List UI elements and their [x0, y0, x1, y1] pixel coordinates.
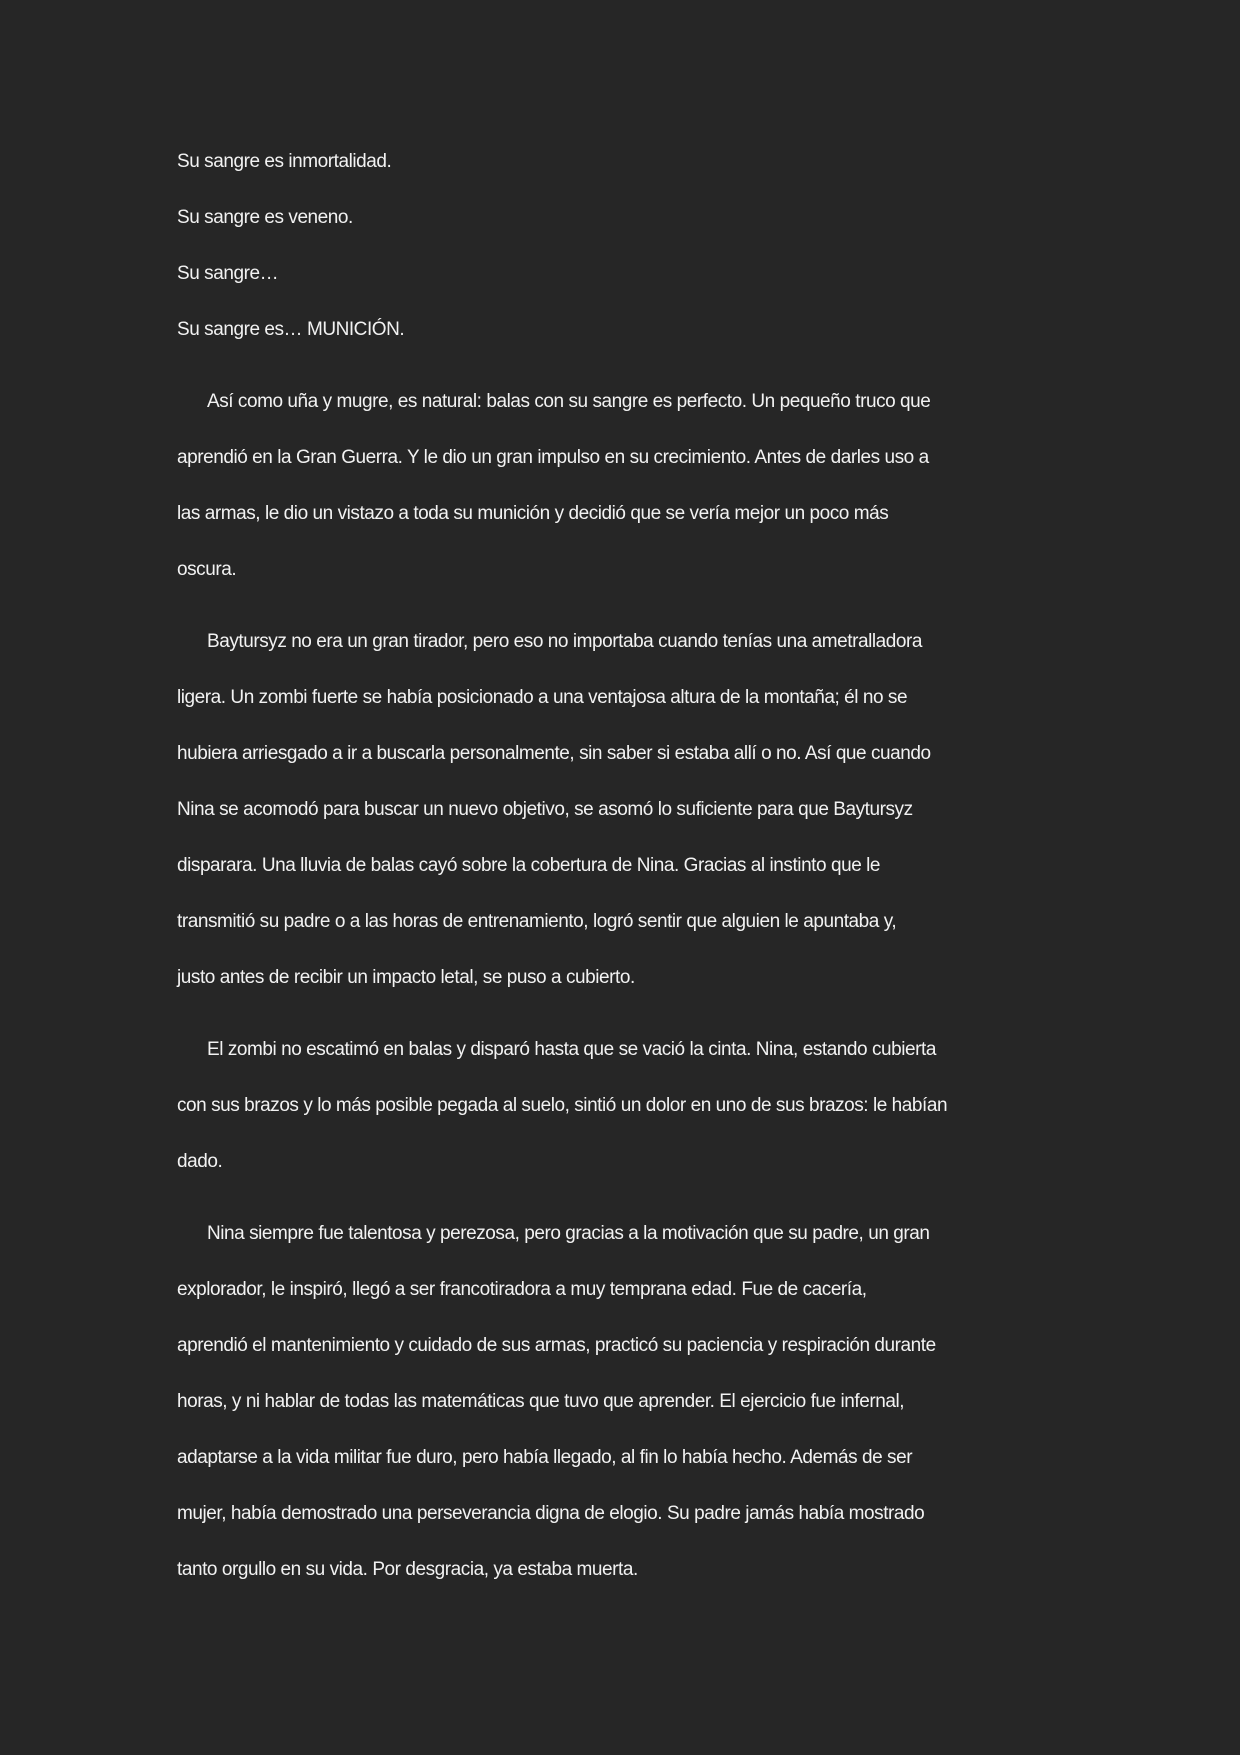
text-line: justo antes de recibir un impacto letal, se puso a cubierto. — [177, 967, 635, 988]
text-line: disparara. Una lluvia de balas cayó sobre la cobertura de Nina. Gracias al instinto que le — [177, 855, 881, 876]
text-line: con sus brazos y lo más posible pegada al suelo, sintió un dolor en uno de sus brazos: le habían — [177, 1095, 948, 1116]
paragraph — [177, 1218, 1077, 1610]
text-line: Su sangre… — [177, 263, 279, 284]
text-line: mujer, había demostrado una perseverancia digna de elogio. Su padre jamás había mostrado — [177, 1503, 925, 1524]
text-line: oscura. — [177, 559, 237, 580]
text-line: El zombi no escatimó en balas y disparó hasta que se vació la cinta. Nina, estando cubierta — [207, 1039, 936, 1060]
text-line: hubiera arriesgado a ir a buscarla personalmente, sin saber si estaba allí o no. Así que cuando — [177, 743, 931, 764]
text-line: tanto orgullo en su vida. Por desgracia, ya estaba muerta. — [177, 1559, 638, 1580]
text-line: horas, y ni hablar de todas las matemáticas que tuvo que aprender. El ejercicio fue infernal, — [177, 1391, 905, 1412]
text-line: transmitió su padre o a las horas de entrenamiento, logró sentir que alguien le apuntaba y, — [177, 911, 897, 932]
document-page — [177, 146, 1077, 1610]
text-line: explorador, le inspiró, llegó a ser francotiradora a muy temprana edad. Fue de cacería, — [177, 1279, 867, 1300]
paragraph — [177, 1034, 1077, 1202]
opening-lines — [177, 146, 1077, 370]
text-line: Así como uña y mugre, es natural: balas con su sangre es perfecto. Un pequeño truco que — [207, 391, 931, 412]
text-line: aprendió en la Gran Guerra. Y le dio un gran impulso en su crecimiento. Antes de darles uso a — [177, 447, 929, 468]
text-line: ligera. Un zombi fuerte se había posicionado a una ventajosa altura de la montaña; él no se — [177, 687, 908, 708]
paragraph — [177, 626, 1077, 1018]
text-line: las armas, le dio un vistazo a toda su munición y decidió que se vería mejor un poco más — [177, 503, 889, 524]
text-line: Nina siempre fue talentosa y perezosa, pero gracias a la motivación que su padre, un gran — [207, 1223, 930, 1244]
text-line: adaptarse a la vida militar fue duro, pero había llegado, al fin lo había hecho. Además de ser — [177, 1447, 913, 1468]
text-line: Su sangre es… MUNICIÓN. — [177, 319, 405, 340]
text-line: Baytursyz no era un gran tirador, pero eso no importaba cuando tenías una ametralladora — [207, 631, 922, 652]
paragraph — [177, 386, 1077, 610]
text-line: aprendió el mantenimiento y cuidado de sus armas, practicó su paciencia y respiración durante — [177, 1335, 936, 1356]
text-line: Su sangre es veneno. — [177, 207, 353, 228]
text-line: Su sangre es inmortalidad. — [177, 151, 392, 172]
text-line: Nina se acomodó para buscar un nuevo objetivo, se asomó lo suficiente para que Baytursyz — [177, 799, 913, 820]
text-line: dado. — [177, 1151, 223, 1172]
